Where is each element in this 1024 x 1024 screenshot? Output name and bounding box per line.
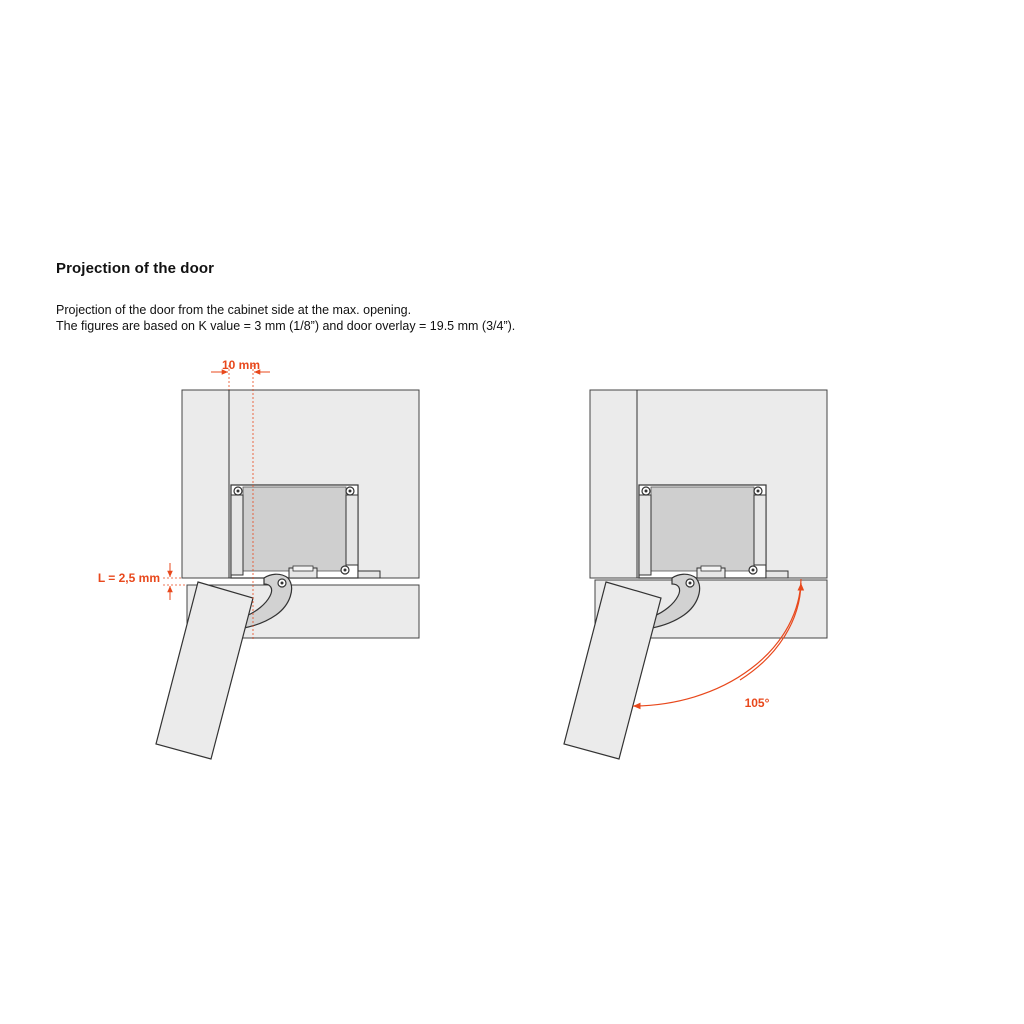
door-open-right bbox=[564, 582, 661, 759]
angle-label: 105° bbox=[744, 696, 770, 710]
gap-label: L = 2,5 mm bbox=[97, 571, 160, 585]
left-figure bbox=[98, 358, 419, 759]
gap-dimension bbox=[98, 563, 187, 600]
description-line-2: The figures are based on K value = 3 mm (1/8”) and door overlay = 19.5 mm (3/4”). bbox=[56, 319, 516, 333]
description-line-1: Projection of the door from the cabinet side at the max. opening. bbox=[56, 303, 412, 317]
door-open-left bbox=[156, 582, 253, 759]
hinge-plate-right bbox=[639, 485, 788, 578]
right-figure bbox=[564, 390, 827, 759]
section-heading: Projection of the door bbox=[56, 260, 215, 277]
projection-label: 10 mm bbox=[221, 358, 261, 372]
